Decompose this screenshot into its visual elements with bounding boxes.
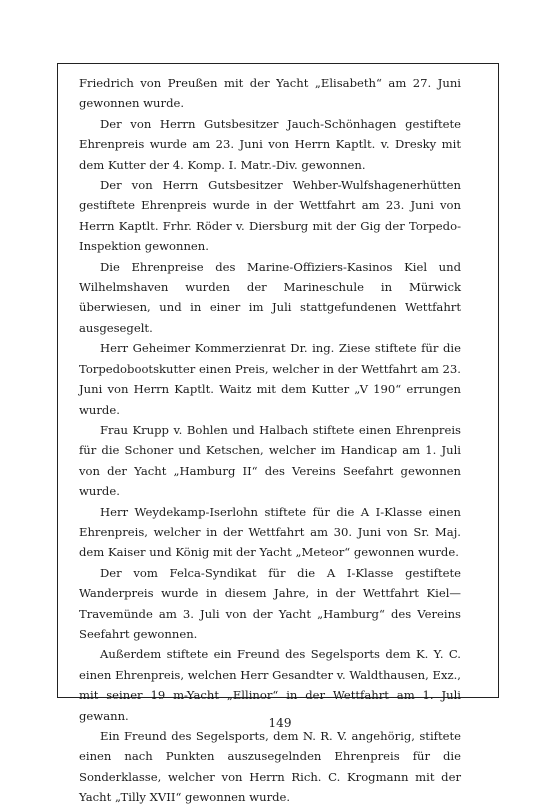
paragraph-6: Frau Krupp v. Bohlen und Halbach stiftete einen Ehrenpreis für die Schoner und Ketschen, welcher im Handicap am 1. Juli von der Yacht „Hamburg II“ des Vereins Seefahrt gewonnen wurde. bbox=[79, 422, 461, 499]
paragraph-8: Der vom Felca-Syndikat für die A I-Klasse gestiftete Wanderpreis wurde in diesem Jahre, in der Wettfahrt Kiel—Travemünde am 3. Juli von der Yacht „Hamburg“ des Vereins Seefahrt gewonnen. bbox=[79, 565, 461, 641]
paragraph-3: Der von Herrn Gutsbesitzer Wehber-Wulfshagenerhütten gestiftete Ehrenpreis wurde in der Wettfahrt am 23. Juni von Herrn Kaptlt. Frhr. Röder v. Diersburg mit der Gig der Torpedo-Inspektion gewonnen. bbox=[79, 178, 461, 254]
paragraph-2: Der von Herrn Gutsbesitzer Jauch-Schönhagen gestiftete Ehrenpreis wurde am 23. Juni von Herrn Kaptlt. v. Dresky mit dem Kutter der 4. Komp. I. Matr.-Div. gewonnen. bbox=[79, 116, 461, 172]
paragraph-9: Außerdem stiftete ein Freund des Segelsports dem K. Y. C. einen Ehrenpreis, welchen Herr Gesandter v. Waldthausen, Exz., mit seiner 19 m-Yacht „Ellinor“ in der Wettfahrt am 1. Juli gewann. bbox=[79, 647, 461, 723]
paragraph-1: Friedrich von Preußen mit der Yacht „Elisabeth“ am 27. Juni gewonnen wurde. bbox=[79, 76, 461, 111]
page-number: 149 bbox=[268, 716, 292, 730]
paragraph-5: Herr Geheimer Kommerzienrat Dr. ing. Ziese stiftete für die Torpedobootskutter einen Preis, welcher in der Wettfahrt am 23. Juni von Herrn Kaptlt. Waitz mit dem Kutter „V 190“ errungen wurde. bbox=[79, 341, 461, 417]
body-text bbox=[79, 73, 461, 808]
paragraph-10: Ein Freund des Segelsports, dem N. R. V. angehörig, stiftete einen nach Punkten auszusegelnden Ehrenpreis für die Sonderklasse, welcher von Herrn Rich. C. Krogmann mit der Yacht „Tilly XVII“ gewonnen wurde. bbox=[79, 729, 461, 805]
paragraph-7: Herr Weydekamp-Iserlohn stiftete für die A I-Klasse einen Ehrenpreis, welcher in der Wettfahrt am 30. Juni von Sr. Maj. dem Kaiser und König mit der Yacht „Meteor“ gewonnen wurde. bbox=[79, 504, 461, 560]
paragraph-4: Die Ehrenpreise des Marine-Offiziers-Kasinos Kiel und Wilhelmshaven wurden der Marineschule in Mürwick überwiesen, und in einer im Juli stattgefundenen Wettfahrt ausgesegelt. bbox=[79, 259, 461, 335]
